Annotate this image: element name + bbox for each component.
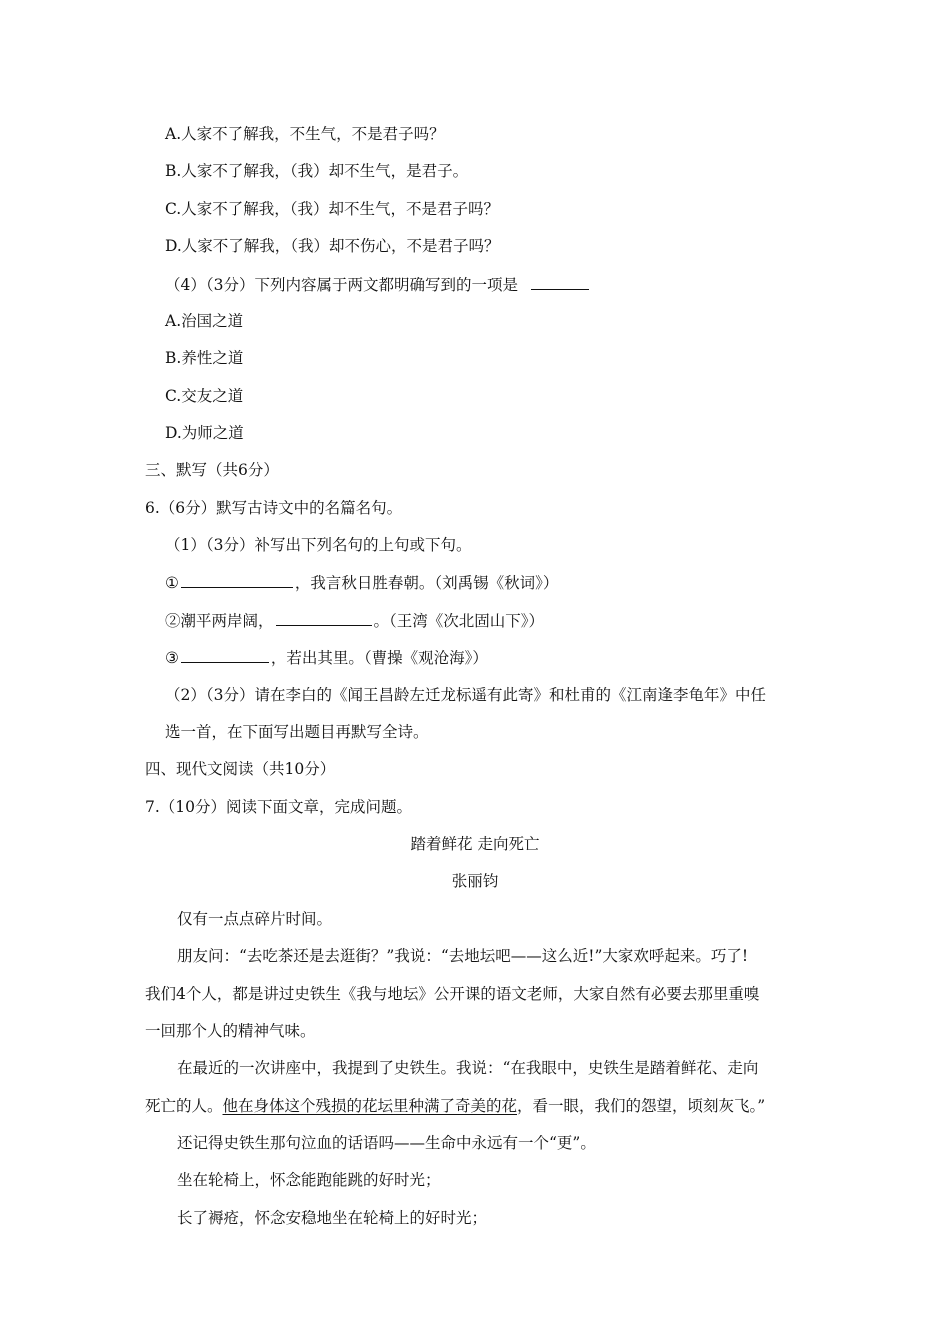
article-paragraph-2-line-2: 我们4个人，都是讲过史铁生《我与地坛》公开课的语文老师，大家自然有必要去那里重嗅	[145, 985, 760, 1003]
q5-3-option-b: B.人家不了解我，（我）却不生气，是君子。	[165, 162, 469, 180]
item-2-text: ②潮平两岸阔，	[165, 612, 274, 630]
q5-4-option-b: B.养性之道	[165, 349, 244, 367]
item-2-tail: 。（王湾《次北固山下》）	[373, 612, 545, 630]
article-paragraph-6: 长了褥疮，怀念安稳地坐在轮椅上的好时光；	[177, 1209, 488, 1227]
answer-blank	[276, 610, 372, 626]
item-3-text: ，若出其里。（曹操《观沧海》）	[270, 649, 488, 667]
answer-blank	[531, 274, 589, 290]
q5-4-option-d: D.为师之道	[165, 424, 244, 442]
answer-blank	[181, 647, 269, 663]
article-paragraph-1: 仅有一点点碎片时间。	[177, 910, 333, 928]
q5-4-option-c: C.交友之道	[165, 387, 244, 405]
answer-blank	[181, 572, 293, 588]
p3-line-2-pre: 死亡的人。	[145, 1097, 223, 1115]
article-paragraph-3-line-2	[145, 1096, 765, 1116]
q6-item-1	[165, 572, 558, 593]
q5-3-option-c: C.人家不了解我，（我）却不生气，不是君子吗？	[165, 200, 499, 218]
q5-3-option-d: D.人家不了解我，（我）却不伤心，不是君子吗？	[165, 237, 500, 255]
underlined-sentence: 他在身体这个残损的花坛里种满了奇美的花	[222, 1097, 518, 1115]
item-1-number: ①	[165, 574, 179, 592]
section-4-heading: 四、现代文阅读（共10分）	[145, 760, 336, 778]
article-title: 踏着鲜花 走向死亡	[410, 835, 540, 853]
q7-stem: 7.（10分）阅读下面文章，完成问题。	[145, 798, 413, 816]
item-3-number: ③	[165, 649, 179, 667]
article-author: 张丽钧	[451, 872, 499, 890]
article-paragraph-3-line-1: 在最近的一次讲座中，我提到了史铁生。我说：“在我眼中，史铁生是踏着鲜花、走向	[177, 1059, 759, 1077]
q6-stem: 6.（6分）默写古诗文中的名篇名句。	[145, 499, 403, 517]
q5-4-stem-line	[165, 274, 591, 295]
q5-4-option-a: A.治国之道	[165, 312, 244, 330]
q5-4-stem: （4）（3分）下列内容属于两文都明确写到的一项是	[165, 276, 518, 294]
item-1-text: ，我言秋日胜春朝。（刘禹锡《秋词》）	[294, 574, 559, 592]
q6-item-3	[165, 647, 488, 668]
section-3-heading: 三、默写（共6分）	[145, 461, 279, 479]
article-paragraph-5: 坐在轮椅上，怀念能跑能跳的好时光；	[177, 1171, 441, 1189]
article-paragraph-2-line-3: 一回那个人的精神气味。	[145, 1022, 316, 1040]
q6-sub2-line-1: （2）（3分）请在李白的《闻王昌龄左迁龙标遥有此寄》和杜甫的《江南逢李龟年》中任	[165, 686, 766, 704]
p3-line-2-post: ，看一眼，我们的怨望，顷刻灰飞。”	[517, 1097, 766, 1115]
article-paragraph-4: 还记得史铁生那句泣血的话语吗——生命中永远有一个“更”。	[177, 1134, 596, 1152]
q6-item-2	[165, 610, 544, 631]
article-paragraph-2-line-1: 朋友问：“去吃茶还是去逛街？”我说：“去地坛吧——这么近!”大家欢呼起来。巧了!	[177, 947, 749, 965]
q6-sub2-line-2: 选一首，在下面写出题目再默写全诗。	[165, 723, 429, 741]
q6-sub1: （1）（3分）补写出下列名句的上句或下句。	[165, 536, 472, 554]
q5-3-option-a: A.人家不了解我，不生气，不是君子吗？	[165, 125, 445, 143]
